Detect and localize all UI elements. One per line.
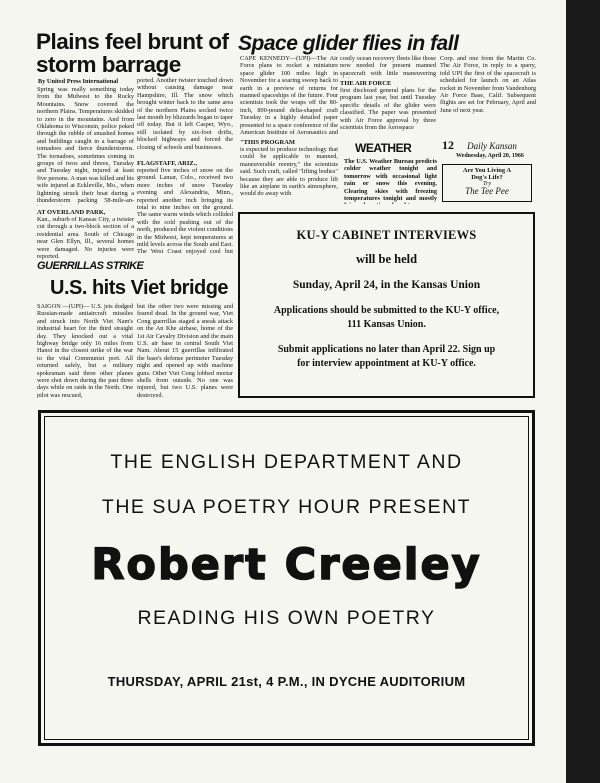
viet-col2: but the other two were missing and feared dead. In the ground war, Viet Cong guerrillas staged a sneak attack on the An Khe airbase, home of the 1st Air Cavalry Division and the main U.S. air base in central South Viet Nam. About 15 guerrillas infiltrated the base's defense perimeter Tuesday night and opened up with machine guns. Other Viet Cong lobbed mortar shells from outside. No one was injured, but two U.S. planes were destroyed. (137, 303, 233, 398)
storm-col1 (37, 86, 134, 261)
glider-col2 (340, 55, 436, 140)
storm-col1-text: Spring was really something today from the Midwest to the Rocky Mountains. Snow covered the northern Plains. Temperatures skidded to zero in the mountains. And from Oklahoma to Wisconsin, police poked through the rubble of smashed homes and buildings caught in a barrage of tornadoes and fierce thunderstorms. The tornadoes, sometimes coming in groups of twos and threes, Tuesday and Tuesday night, injured at least five persons. A man was killed and his wife injured at Eckleville, Mo., when lightning struck their boat during a thunderstorm packing 58-mile-an- (37, 86, 134, 205)
issue-date: Wednesday, April 20, 1966 (456, 153, 524, 159)
creeley-name: Robert Creeley (91, 540, 482, 590)
tee-pee-name: The Tee Pee (465, 186, 509, 196)
glider-headline: Space glider flies in fall (238, 32, 459, 55)
glider-col1b-text: is expected to produce technology that could be applicable to manned, maneuverable reentry," the scientists said. Such craft, called "lifting bodies" because they are able to produce lift like an airplane in earth's atmosphere, would do away with (240, 146, 338, 198)
creeley-ad (44, 416, 529, 740)
kuy-cabinet-ad (238, 212, 535, 398)
storm-byline: By United Press International (38, 78, 119, 85)
storm-headline: Plains feel brunt of storm barrage (36, 29, 229, 77)
kuy-title: KU-Y CABINET INTERVIEWS (296, 228, 477, 242)
creeley-line4: THURSDAY, APRIL 21st, 4 P.M., IN DYCHE AUDITORIUM (107, 674, 466, 689)
storm-col2b-text: reported five inches of snow on the ground. Lamar, Colo., received two more inches of snow Tuesday evening and Alexandria, Minn., reported another inch bringing its total to nine inches on the ground. The same warm winds which collided with the cold pushing out of the north, produced the violent conditions in the Midwest, kept temperatures at mild levels across the South and East. The West Coast enjoyed cool but (137, 167, 233, 255)
glider-col1-text: CAPE KENNEDY—(UPI)—The Air Force plans to rocket a miniature space glider 100 miles high in November for a soaring sweep back to earth in a preview of returns for manned spaceships of the future. Four scientists took the wraps off the 80-inch, 890-pound delta-shaped craft Tuesday in a highly detailed paper presented to a space conference of the American Institute of Aeronautics and (240, 55, 338, 137)
glider-col1 (240, 55, 338, 205)
tee-pee-line3: Try (482, 181, 491, 187)
kuy-line7: for interview appointment at KU-Y office. (297, 358, 476, 369)
glider-col2-text: costly ocean recovery fleets like those now needed for present manned spacecraft with little maneuvering (340, 55, 436, 77)
page-number: 12 (442, 138, 454, 152)
glider-col2b-text: first disclosed general plans for the program last year, but until Tuesday specific details of the glider were classified. The paper was presented with Air Force approval by three scientists from the Aerospace (340, 87, 436, 132)
viet-kicker: GUERRILLAS STRIKE (37, 260, 144, 272)
storm-col1b-text: Kan., suburb of Kansas City, a twister cut through a two-block section of a residential area. South of Chicago near Glen Ellyn, Ill., several homes were damaged. No injuries were reported. (37, 216, 134, 261)
weather-title: WEATHER (355, 141, 412, 155)
storm-subhead: AT OVERLAND PARK, (37, 209, 106, 216)
viet-headline: U.S. hits Viet bridge (50, 277, 229, 299)
kuy-line3: Sunday, April 24, in the Kansas Union (292, 279, 481, 291)
masthead (442, 134, 540, 159)
paper-name: Daily Kansan (467, 141, 517, 151)
storm-col2-text: ported. Another twister touched down without causing damage near Hampshire, Ill. The snow which brought winter back to the same area of the northern Plains socked twice last month by blizzards began to taper off today. But it left Casper, Wyo., still isolated by six-foot drifts, blocked highways and forced the closing of schools and businesses. (137, 77, 233, 151)
storm-subhead-2: FLAGSTAFF, ARIZ., (137, 160, 197, 167)
creeley-line1: THE ENGLISH DEPARTMENT AND (110, 451, 463, 473)
storm-col2 (137, 77, 233, 258)
tee-pee-line1: Are You Living A (462, 167, 512, 174)
kuy-line2: will be held (355, 252, 418, 266)
kuy-line6: Submit applications no later than April 22. Sign up (277, 344, 496, 355)
creeley-line3: READING HIS OWN POETRY (137, 607, 436, 629)
page-edge-dark (566, 0, 600, 783)
tee-pee-line2: Dog's Life? (471, 174, 503, 181)
viet-col1: SAIGON —(UPI)— U.S. jets dodged Russian-made antiaircraft missiles and struck into North Viet Nam's industrial heart for the third straight day. They knocked out a vital highway bridge only 16 miles from Hanoi in the closest strike of the war to the vital Communist port. All returned safely, but a military spokesman said three other planes were shot down during the past three days while on raids in the North. One pilot was rescued, (37, 303, 133, 398)
kuy-line5: 111 Kansas Union. (347, 319, 426, 330)
glider-col3: Corp. and one from the Martin Co. The Air Force, in reply to a query, told UPI the first of the spacecraft is scheduled for launch on an Atlas rocket in November from Vandenburg Air Force Base, Calif. Subsequent flights are set for February, April and June of next year. (440, 55, 536, 114)
glider-subhead: "THIS PROGRAM (240, 139, 296, 146)
weather-text: The U.S. Weather Bureau predicts colder weather tonight and tomorrow with occasional light rain or snow this evening. Clearing skies with freezing temperatures tonight and mostly (344, 158, 437, 203)
kuy-line4: Applications should be submitted to the KU-Y office, (273, 305, 500, 316)
glider-subhead-2: THE AIR FORCE (340, 80, 392, 87)
tee-pee-ad (442, 164, 532, 202)
creeley-line2: THE SUA POETRY HOUR PRESENT (101, 496, 472, 518)
